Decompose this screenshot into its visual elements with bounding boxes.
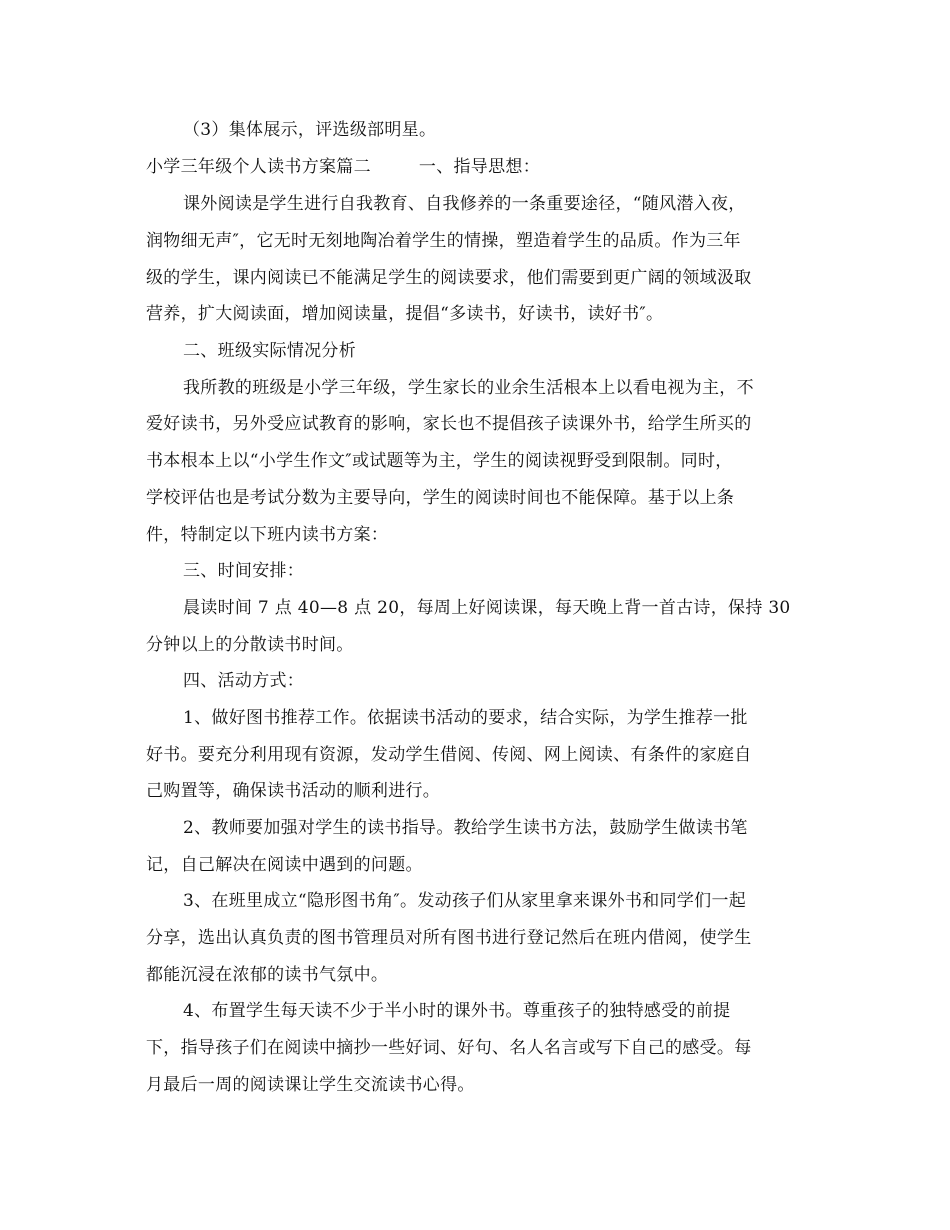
document-title-row	[146, 156, 540, 178]
paragraph-line: 下，指导孩子们在阅读中摘抄一些好词、好句、名人名言或写下自己的感受。每	[146, 1038, 752, 1058]
paragraph-line: 件，特制定以下班内读书方案：	[146, 525, 389, 545]
paragraph-line: 书本根本上以“小学生作文″或试题等为主，学生的阅读视野受到限制。同时，	[146, 451, 733, 471]
paragraph-line: 1、做好图书推荐工作。依据读书活动的要求，结合实际，为学生推荐一批	[183, 708, 748, 728]
paragraph-line: 课外阅读是学生进行自我教育、自我修养的一条重要途径，“随风潜入夜，	[183, 194, 746, 214]
paragraph-line: 己购置等，确保读书活动的顺利进行。	[146, 781, 441, 801]
paragraph-line: 好书。要充分利用现有资源，发动学生借阅、传阅、网上阅读、有条件的家庭自	[146, 745, 752, 765]
section-heading: 一、指导思想：	[418, 157, 541, 177]
paragraph-line: 分钟以上的分散读书时间。	[146, 635, 354, 655]
document-title: 小学三年级个人读书方案篇二	[146, 157, 371, 177]
paragraph-line: 4、布置学生每天读不少于半小时的课外书。尊重孩子的独特感受的前提	[183, 1001, 731, 1021]
paragraph-line: 营养，扩大阅读面，增加阅读量，提倡“多读书，好读书，读好书″。	[146, 304, 664, 324]
paragraph-line: （3）集体展示，评选级部明星。	[183, 120, 437, 140]
paragraph-line: 月最后一周的阅读课让学生交流读书心得。	[146, 1075, 475, 1095]
section-heading: 四、活动方式：	[183, 671, 305, 691]
paragraph-line: 我所教的班级是小学三年级，学生家长的业余生活根本上以看电视为主，不	[183, 378, 754, 398]
paragraph-line: 2、教师要加强对学生的读书指导。教给学生读书方法，鼓励学生做读书笔	[183, 818, 748, 838]
section-heading: 三、时间安排：	[183, 561, 305, 581]
paragraph-line: 晨读时间 7 点 40—8 点 20，每周上好阅读课，每天晚上背一首古诗，保持 30	[183, 598, 791, 618]
paragraph-line: 都能沉浸在浓郁的读书气氛中。	[146, 965, 389, 985]
paragraph-line: 分享，选出认真负责的图书管理员对所有图书进行登记然后在班内借阅，使学生	[146, 928, 752, 948]
paragraph-line: 润物细无声″，它无时无刻地陶冶着学生的情操，塑造着学生的品质。作为三年	[146, 231, 741, 251]
section-heading: 二、班级实际情况分析	[183, 341, 356, 361]
paragraph-line: 记，自己解决在阅读中遇到的问题。	[146, 855, 423, 875]
paragraph-line: 级的学生，课内阅读已不能满足学生的阅读要求，他们需要到更广阔的领域汲取	[146, 268, 752, 288]
paragraph-line: 爱好读书，另外受应试教育的影响，家长也不提倡孩子读课外书，给学生所买的	[146, 414, 752, 434]
paragraph-line: 3、在班里成立“隐形图书角″。发动孩子们从家里拿来课外书和同学们一起	[183, 891, 747, 911]
paragraph-line: 学校评估也是考试分数为主要导向，学生的阅读时间也不能保障。基于以上条	[146, 488, 735, 508]
